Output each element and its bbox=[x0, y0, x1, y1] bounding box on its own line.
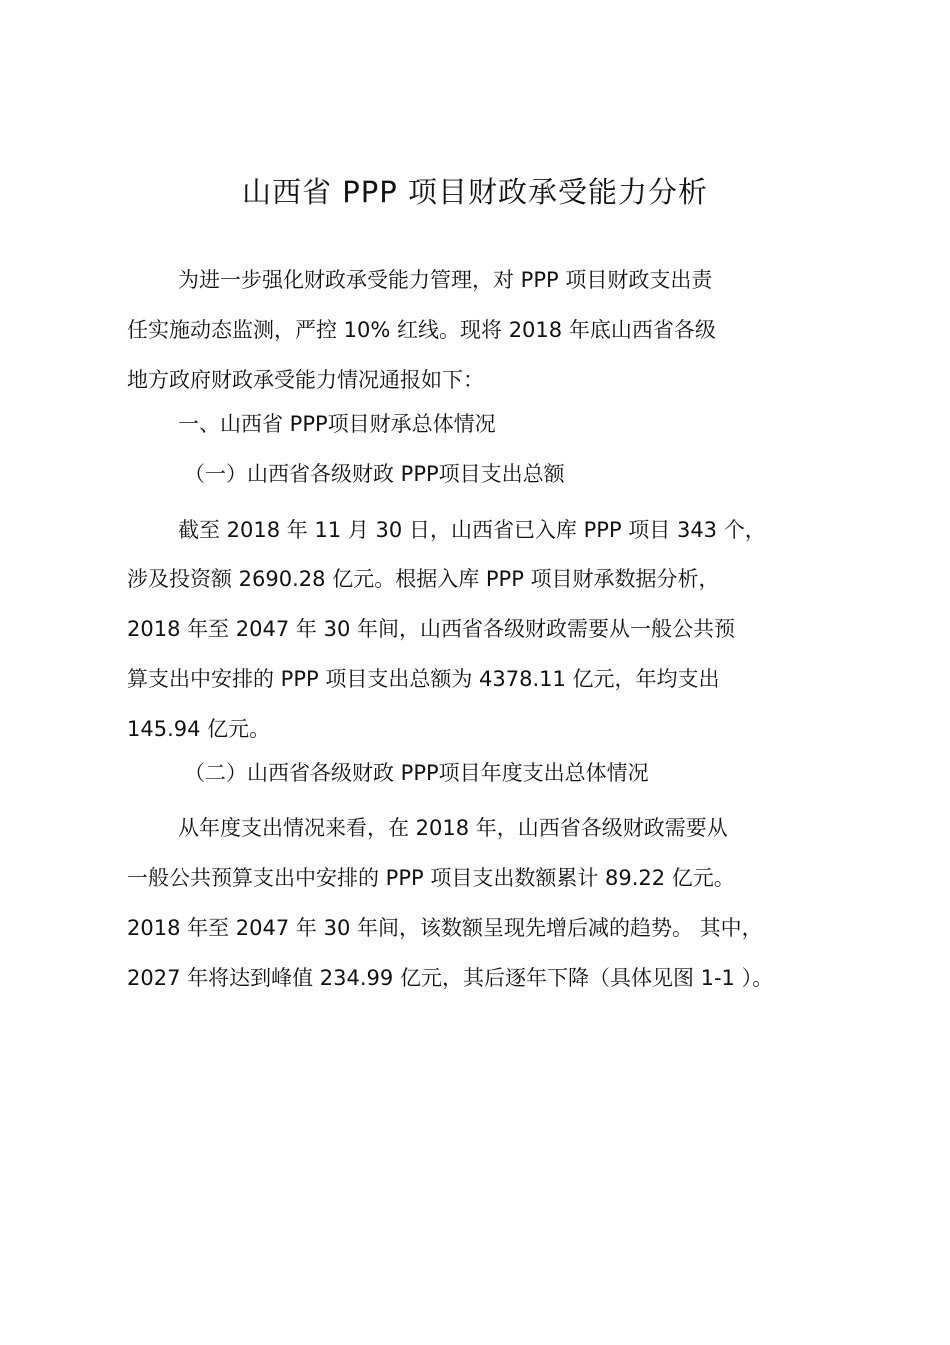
intro-line-1: 为进一步强化财政承受能力管理，对 PPP 项目财政支出责 bbox=[178, 268, 713, 292]
sub1-line-2: 涉及投资额 2690.28 亿元。根据入库 PPP 项目财承数据分析， bbox=[127, 567, 720, 591]
sub2-line-3: 2018 年至 2047 年 30 年间，该数额呈现先增后减的趋势。 其中， bbox=[127, 916, 763, 940]
sub1-line-4: 算支出中安排的 PPP 项目支出总额为 4378.11 亿元，年均支出 bbox=[127, 667, 720, 691]
sub1-line-3: 2018 年至 2047 年 30 年间，山西省各级财政需要从一般公共预 bbox=[127, 617, 735, 641]
intro-line-2: 任实施动态监测，严控 10% 红线。现将 2018 年底山西省各级 bbox=[127, 318, 716, 342]
subsection-heading-1: （一）山西省各级财政 PPP项目支出总额 bbox=[184, 462, 565, 486]
sub1-line-5: 145.94 亿元。 bbox=[127, 717, 271, 741]
sub2-line-2: 一般公共预算支出中安排的 PPP 项目支出数额累计 89.22 亿元。 bbox=[127, 866, 735, 890]
subsection-heading-2: （二）山西省各级财政 PPP项目年度支出总体情况 bbox=[184, 761, 649, 785]
intro-line-3: 地方政府财政承受能力情况通报如下： bbox=[127, 368, 484, 392]
section-heading-1: 一、山西省 PPP项目财承总体情况 bbox=[178, 412, 496, 436]
page-title: 山西省 PPP 项目财政承受能力分析 bbox=[242, 175, 708, 209]
sub2-line-1: 从年度支出情况来看，在 2018 年，山西省各级财政需要从 bbox=[178, 816, 728, 840]
sub2-line-4: 2027 年将达到峰值 234.99 亿元，其后逐年下降（具体见图 1-1 ）。 bbox=[127, 966, 774, 990]
sub1-line-1: 截至 2018 年 11 月 30 日，山西省已入库 PPP 项目 343 个， bbox=[178, 518, 766, 542]
